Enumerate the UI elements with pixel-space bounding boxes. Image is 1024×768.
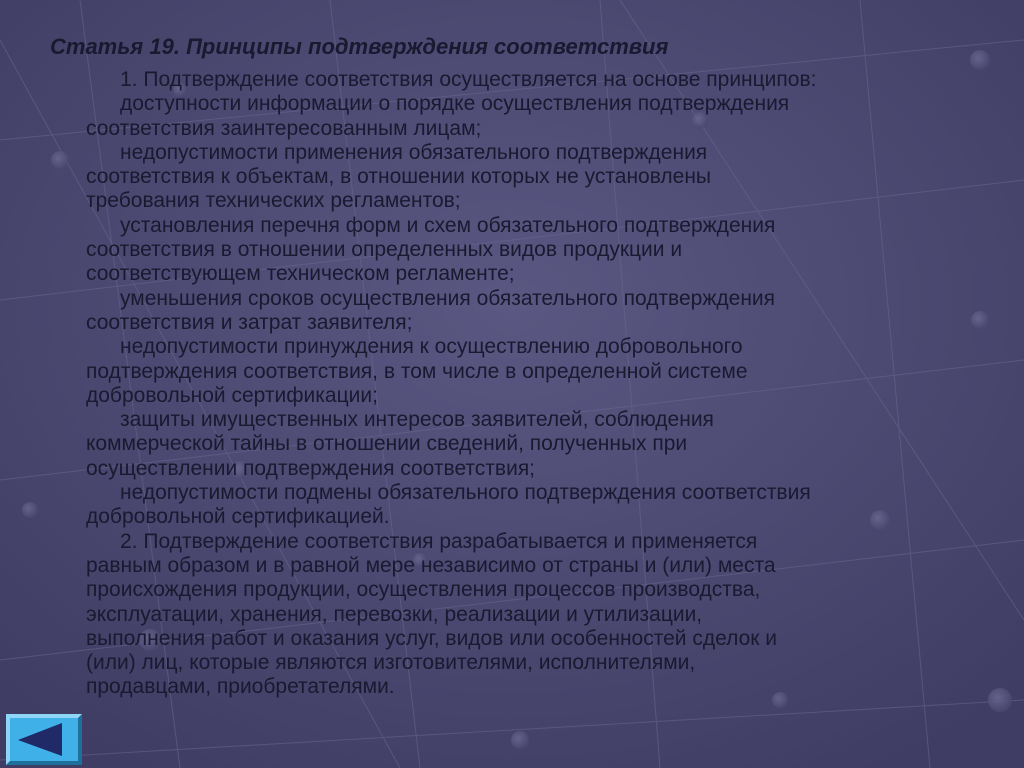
paragraph-line: равным образом и в равной мере независимо от страны и (или) места [86, 553, 776, 577]
paragraph-line: добровольной сертификацией. [86, 505, 390, 529]
paragraph-line: доступности информации о порядке осуществления подтверждения [120, 92, 790, 116]
paragraph-line: 2. Подтверждение соответствия разрабатывается и применяется [120, 529, 758, 553]
paragraph-line: осуществлении подтверждения соответствия; [86, 456, 536, 480]
paragraph-line: продавцами, приобретателями. [86, 675, 395, 699]
paragraph-line: соответствия и затрат заявителя; [86, 310, 413, 334]
back-button[interactable] [6, 714, 82, 765]
paragraph-line: 1. Подтверждение соответствия осуществляется на основе принципов: [120, 68, 817, 91]
paragraph-line: недопустимости принуждения к осуществлению добровольного [120, 335, 743, 359]
triangle-left-icon [10, 718, 78, 761]
paragraph-line: требования технических регламентов; [86, 189, 461, 213]
slide-title: Статья 19. Принципы подтверждения соответствия [50, 34, 669, 59]
paragraph-line: недопустимости подмены обязательного подтверждения соответствия [120, 481, 811, 505]
paragraph-line: соответствия к объектам, в отношении которых не установлены [86, 165, 712, 189]
paragraph-line: выполнения работ и оказания услуг, видов или особенностей сделок и [86, 626, 778, 650]
paragraph-line: недопустимости применения обязательного подтверждения [120, 140, 708, 164]
paragraph-line: подтверждения соответствия, в том числе в определенной системе [86, 359, 748, 383]
slide-body [86, 68, 986, 700]
paragraph-line: соответствия в отношении определенных видов продукции и [86, 238, 683, 262]
paragraph-line: соответствующем техническом регламенте; [86, 262, 515, 286]
paragraph-line: соответствия заинтересованным лицам; [86, 116, 482, 140]
paragraph-line: эксплуатации, хранения, перевозки, реализации и утилизации, [86, 602, 703, 626]
paragraph-line: происхождения продукции, осуществления процессов производства, [86, 578, 761, 602]
paragraph-line: уменьшения сроков осуществления обязательного подтверждения [120, 286, 776, 310]
paragraph-line: защиты имущественных интересов заявителей, соблюдения [120, 408, 714, 432]
paragraph-line: коммерческой тайны в отношении сведений, полученных при [86, 432, 688, 456]
paragraph-line: установления перечня форм и схем обязательного подтверждения [120, 213, 776, 237]
paragraph-line: добровольной сертификации; [86, 383, 378, 407]
paragraph-line: (или) лиц, которые являются изготовителями, исполнителями, [86, 651, 696, 675]
